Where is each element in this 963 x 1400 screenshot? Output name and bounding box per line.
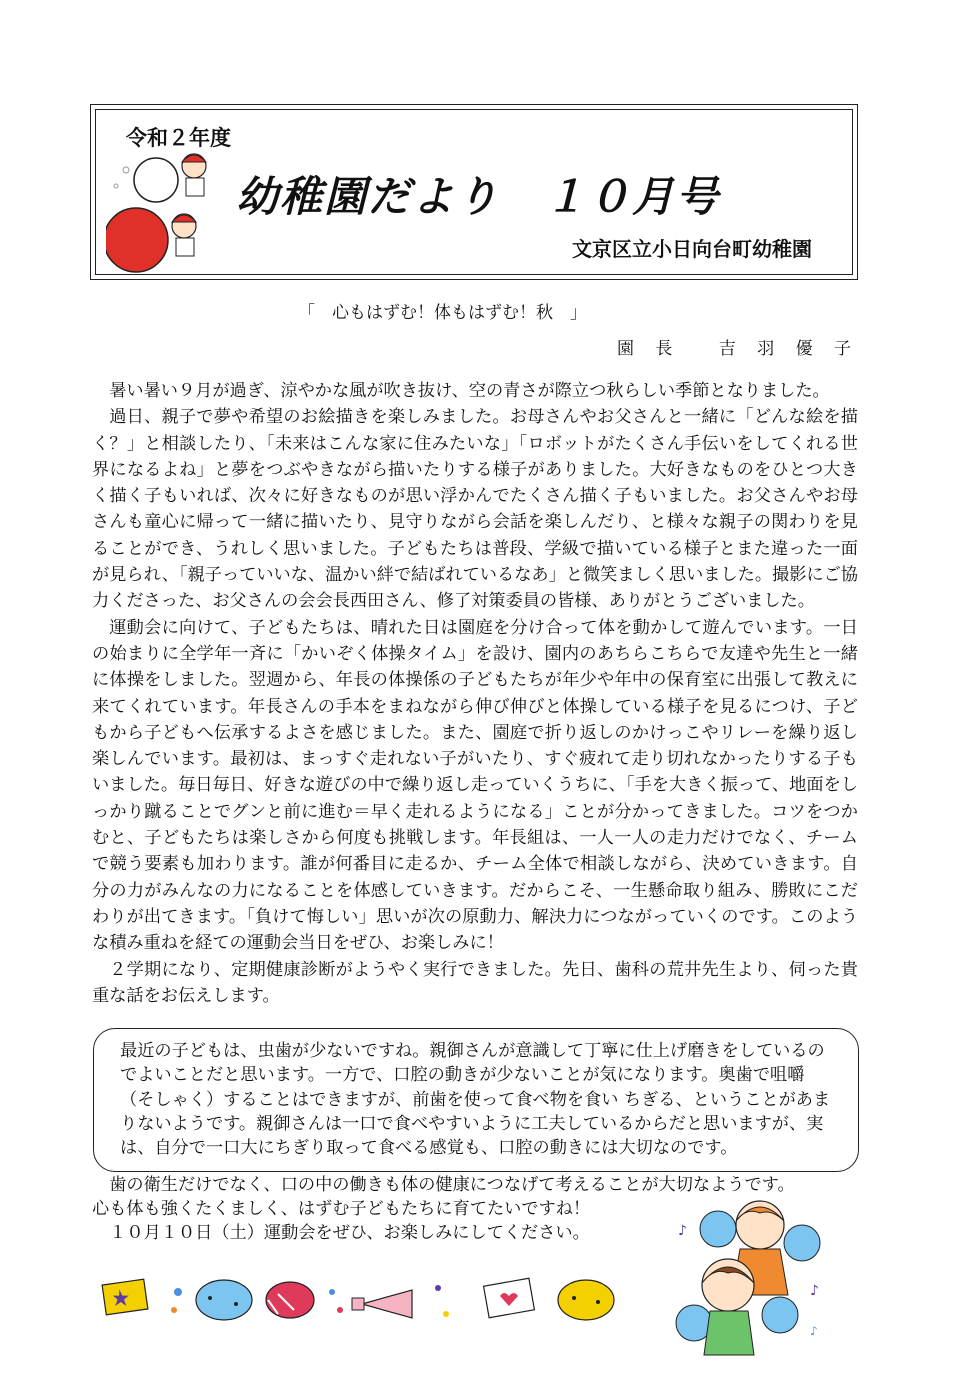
dentist-quote-box [93, 1028, 859, 1172]
principal-name: 園 長 吉 羽 優 子 [617, 339, 860, 359]
slogan: 「 心もはずむ！体もはずむ！秋 」 [298, 303, 587, 323]
svg-text:♪: ♪ [810, 1283, 819, 1299]
school-name: 文京区立小日向台町幼稚園 [572, 237, 812, 261]
header-box [90, 104, 858, 280]
header-inner-border [95, 109, 853, 275]
year-label: 令和２年度 [126, 126, 231, 150]
cheering-children-illustration [670, 1195, 830, 1365]
article-body [92, 378, 858, 1009]
paragraph: ２学期になり、定期健康診断がようやく実行できました。先日、歯科の荒井先生より、伺った貴重な話をお伝えします。 [92, 959, 858, 1006]
paragraph: 暑い暑い９月が過ぎ、涼やかな風が吹き抜け、空の青さが際立つ秋らしい季節となりました。 [109, 381, 830, 401]
sports-day-decorations-illustration [100, 1270, 660, 1330]
closing-line: 歯の衛生だけでなく、口の中の働きも体の健康につなげて考えることが大切なようです。 [109, 1175, 795, 1195]
closing-line: １０月１０日（土）運動会をぜひ、お楽しみにしてください。 [109, 1223, 590, 1243]
kids-with-balls-illustration [106, 144, 226, 274]
newsletter-title: 幼稚園だより １０月号 [236, 172, 721, 221]
closing-line: 心も体も強くたくましく、はずむ子どもたちに育てたいですね！ [92, 1199, 591, 1219]
svg-text:♪: ♪ [810, 1324, 818, 1338]
svg-text:♪: ♪ [678, 1223, 687, 1239]
dentist-quote-text: 最近の子どもは、虫歯が少ないですね。親御さんが意識して丁寧に仕上げ磨きをしているのでよいことだと思います。一方で、口腔の動きが少ないことが気になります。奥歯で咀嚼（そしゃく）することはできますが、前歯を使って食べ物を食い ちぎる、ということがあまりないようです。親御さんは一口で食べやすいように工夫しているからだと思いますが、実は、自分で一口大にちぎり取って食べる感覚も、口腔の動きには大切なのです。 [120, 1041, 831, 1159]
paragraph: 過日、親子で夢や希望のお絵描きを楽しみました。お母さんやお父さんと一緒に「どんな絵を描く？」と相談したり、「未来はこんな家に住みたいな」「ロボットがたくさん手伝いをしてくれる世界になるよね」と夢をつぶやきながら描いたりする様子がありました。大好きなものをひとつ大きく描く子もいれば、次々に好きなものが思い浮かんでたくさん描く子もいました。お父さんやお母さんも童心に帰って一緒に描いたり、見守りながら会話を楽しんだり、と様々な親子の関わりを見ることができ、うれしく思いました。子どもたちは普段、学級で描いている様子とまた違った一面が見られ、「親子っていいな、温かい絆で結ばれているなあ」と微笑ましく思いました。撮影にご協力くださった、お父さんの会会長西田さん、修了対策委員の皆様、ありがとうございました。 [92, 407, 858, 612]
paragraph: 運動会に向けて、子どもたちは、晴れた日は園庭を分け合って体を動かして遊んでいます。一日の始まりに全学年一斉に「かいぞく体操タイム」を設け、園内のあちらこちらで友達や先生と一緒に体操をしました。翌週から、年長の体操係の子どもたちが年少や年中の保育室に出張して教えに来てくれています。年長さんの手本をまねながら伸び伸びと体操している様子を見るにつけ、子どもから子どもへ伝承するよさを感じました。また、園庭で折り返しのかけっこやリレーを繰り返し楽しんでいます。最初は、まっすぐ走れない子がいたり、すぐ疲れて走り切れなかったりする子もいました。毎日毎日、好きな遊びの中で繰り返し走っていくうちに、「手を大きく振って、地面をしっかり蹴ることでグンと前に進む＝早く走れるようになる」ことが分かってきました。コツをつかむと、子どもたちは楽しさから何度も挑戦します。年長組は、一人一人の走力だけでなく、チームで競う要素も加わります。誰が何番目に走るか、チーム全体で相談しながら、決めていきます。自分の力がみんなの力になることを体感していきます。だからこそ、一生懸命取り組み、勝敗にこだわりが出てきます。「負けて悔しい」思いが次の原動力、解決力につながっていくのです。このような積み重ねを経ての運動会当日をぜひ、お楽しみに！ [92, 617, 858, 954]
